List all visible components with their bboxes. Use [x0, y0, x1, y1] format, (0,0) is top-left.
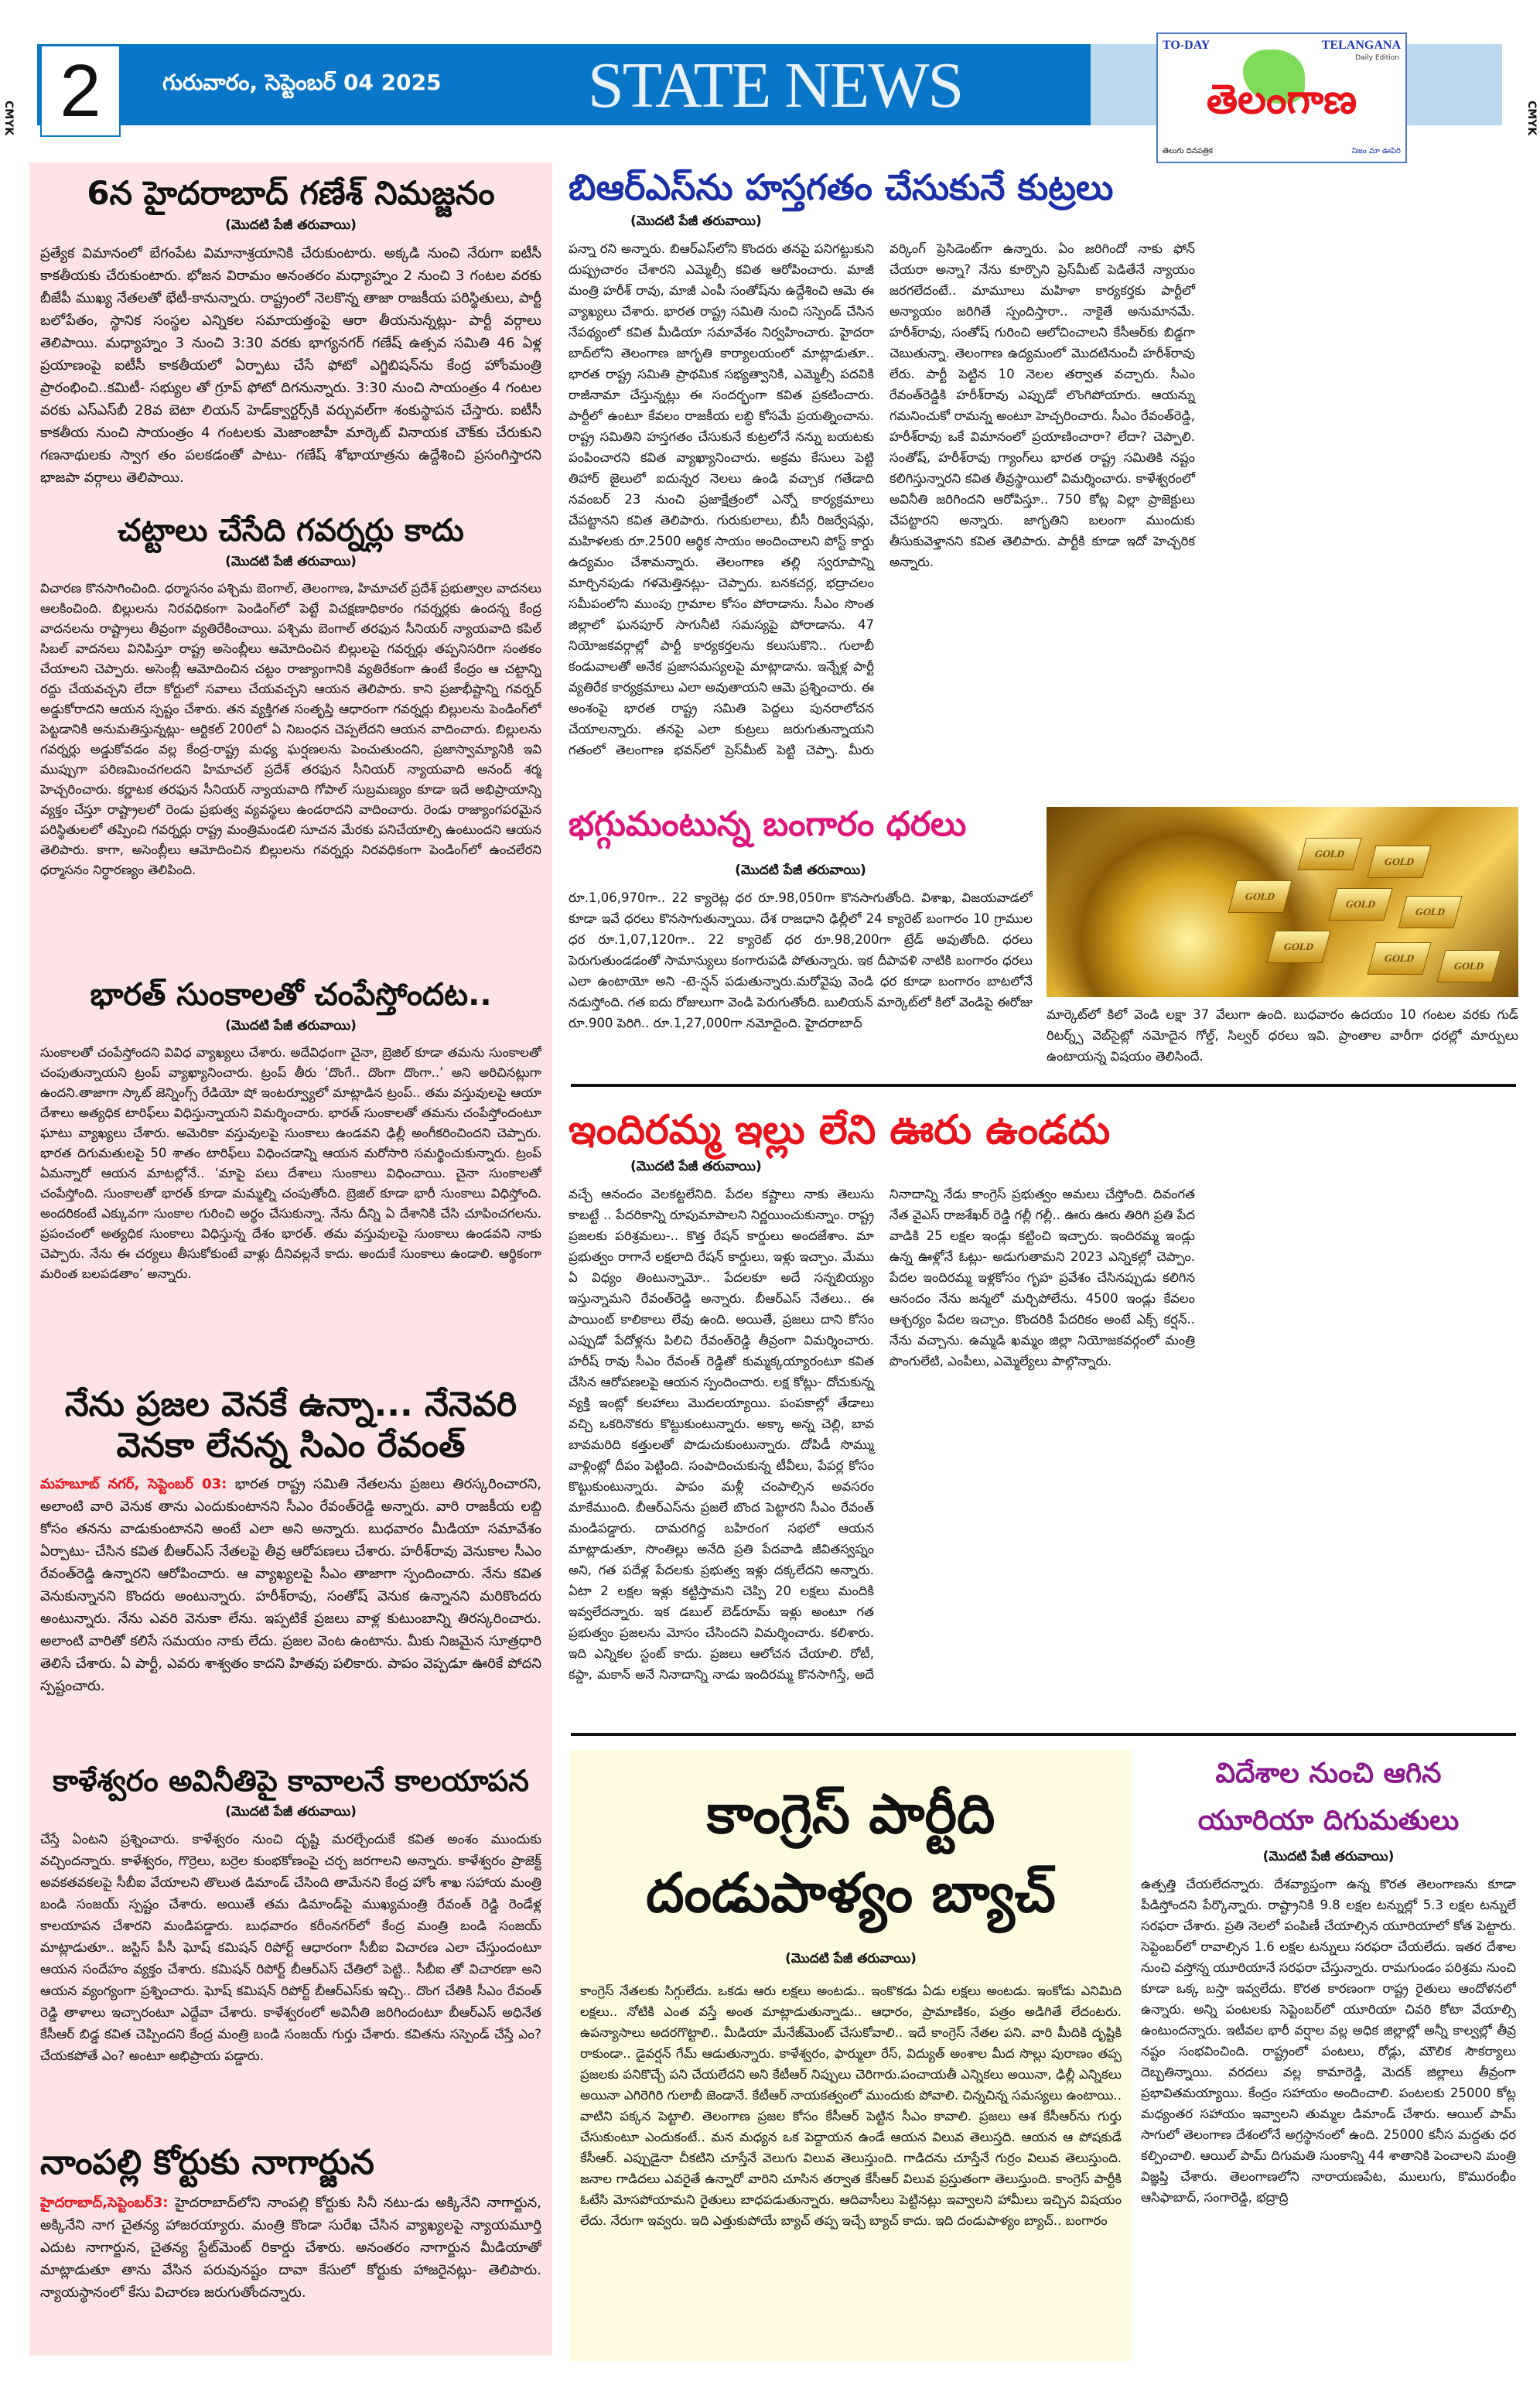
section-title: STATE NEWS	[588, 50, 963, 121]
article-body: హైదరాబాద్‌లోని నాంపల్లి కోర్టుకు సినీ నటు-డు అక్కినేని నాగార్జున, అక్కినేని నాగ చైతన్య హాజరయ్యారు. మంత్రి కొండా సురేఖ చేసిన వ్యాఖ్యలపై న్యాయమూర్తి ఎదుట నాగార్జున, చైతన్య స్టేట్‌మెంట్ రికార్డు చేశారు. అనంతరం నాగార్జున మీడియాతో మాట్లాడుతూ తాను వేసిన పరువునష్టం దావా కేసులో కోర్టుకు హాజరైనట్లు- తెలిపారు. న్యాయస్థానంలో కేసు విచారణ జరుగుతోందన్నారు.	[40, 2194, 541, 2301]
continued-label: (మొదటి పేజీ తరువాయి)	[785, 1951, 917, 1966]
logo-text: TELANGANA	[1321, 39, 1401, 52]
logo-text: TO-DAY	[1163, 39, 1210, 52]
gold-bar-label: GOLD	[1367, 846, 1431, 878]
gold-bar-label: GOLD	[1266, 931, 1330, 963]
article-body: భారత రాష్ట్ర సమితి నేతలను ప్రజలు తిరస్కరించారని, అలాంటి వారి వెనుక తాను ఎందుకుంటానని సీఎం రేవంత్‌రెడ్డి అన్నారు. వారి రాజకీయ లబ్ది కోసం తనను వాడుకుంటానని అంటే ఎలా అని అన్నారు. బుధవారం మీడియా సమావేశం ఏర్పాటు- చేసిన కవిత బీఆర్ఎస్ నేతలపై తీవ్ర ఆరోపణలు చేశారు. హరీశ్‌రావు వెనుకాల సీఎం రేవంత్‌రెడ్డి ఉన్నారని ఆరోపించారు. ఆ వ్యాఖ్యలపై సీఎం తాజాగా స్పందించారు. నేను కవిత వెనుకున్నానని కొందరు అంటున్నారు. హరీశ్‌రావు, సంతోష్ వెనుక ఉన్నానని మరికొందరు అంటున్నారు. నేను ఎవరి వెనుకా లేను. ఇప్పటికే ప్రజలు వాళ్ల కుటుంబాన్ని తిరస్కరించారు. అలాంటి వారితో కలిసే సమయం నాకు లేదు. ప్రజల వెంట ఉంటాను. మీకు నిజమైన సూత్రధారి తెలిసే చేశారు. ఏ పార్టీ, ఎవరు శాశ్వతం కాదని హితవు పలికారు. పాపం వెప్పడూ ఊరికే పోదని స్పష్టంచారు.	[40, 1475, 541, 1694]
logo-name: తెలంగాణ	[1206, 77, 1357, 123]
continued-label: (మొదటి పేజీ తరువాయి)	[225, 217, 357, 234]
headline-line: కాంగ్రెస్ పార్టీది	[706, 1782, 995, 1846]
article-gold-continued	[1047, 1004, 1518, 1074]
headline: భగ్గుమంటున్న బంగారం ధరలు	[569, 805, 967, 844]
article-body: వచ్చే ఆనందం వెలకట్టలేనిది. పేదల కష్టాలు నాకు తెలుసు కాబట్టే .. పేదరికాన్ని రూపుమాపాలని నిర్ణయించుకున్నాం. రాష్ట్ర ప్రజలకు పరిశ్రమలు-.. కొత్త రేషన్ కార్డులు అందజేశాం. మా ప్రభుత్వం రాగానే లక్షలాది రేషన్ కార్డులు, ఇళ్లు ఇచ్చాం. మేము ఏ విధ్యం తింటున్నామో.. పేదలకూ అదే సన్నబియ్యం ఇస్తున్నామని రేవంత్‌రెడ్డి అన్నారు. బీఆర్ఎస్ నేతలు.. ఈ పాయింట్ కాలికాలు లేవు ఉంది. అయితే, ప్రజలు దాని కోసం ఎప్పుడో పేదోళ్లను పిలిచి రేవంత్‌రెడ్డి తీవ్రంగా విమర్శించారు. హరీష్ రావు సీఎం రేవంత్ రెడ్డితో కుమ్మక్కయ్యారంటూ కవిత చేసిన ఆరోపణలపై ఆయన స్పందించారు. లక్ష కోట్లు- దోచుకున్న వ్యక్తి ఇంట్లో కలహాలు మొదలయ్యాయి. పంపకాల్లో తేడాలు వచ్చి ఒకరినొకరు కొట్టుకుంటున్నారు. అక్కా అన్న చెల్లి, బావ బావమరిది కత్తులతో పొడుచుకుంటున్నారు. దోపిడీ సొమ్ము వాళ్లింట్లో దీపం పెట్టింది. సంపాదించుకున్న టీవీలు, పేపర్ల కోసం కొట్టుకుంటున్నారు. పాపం మళ్లీ చంపాల్సిన అవసరం మాకేముంది. బీఆర్ఎస్‌ను ప్రజలే బొంద పెట్టారని సీఎం రేవంత్ మండిపడ్డారు. దామరగిద్ద బహిరంగ సభలో ఆయన మాట్లాడుతూ, సొంతిల్లు అనేది ప్రతి పేదవాడి జీవితస్వప్నం అని, గత పదేళ్ల పేదలకు ప్రభుత్వ ఇళ్లు దక్కలేదని అన్నారు. ఏటా 2 లక్షల ఇళ్లు కట్టిస్తామని చెప్పి 20 లక్షలు మందికి ఇవ్వలేదన్నారు. ఇక డబుల్ బెడ్‌రూమ్ ఇళ్లు అంటూ గత ప్రభుత్వం ప్రజలను మోసం చేసిందని విమర్శించారు. కలిశారు. ఇది ఎన్నికల స్టంట్ కాదు. ప్రజలు ఆలోచన చేయాలి. రోటీ, కప్డా, మకాన్ అనే నినాదాన్ని నాడు ఇందిరమ్మ కొనసాగిస్తే, అదే నినాదాన్ని నేడు కాంగ్రెస్ ప్రభుత్వం అమలు చేస్తోంది. దివంగత నేత వైఎస్ రాజశేఖర్ రెడ్డి గల్లీ గల్లీ.. ఊరు ఊరు తిరిగి ప్రతి పేద వాడికి 25 లక్షల ఇండ్లు కట్టించి ఇచ్చారు. ఇందిరమ్మ ఇండ్లు ఉన్న ఊళ్లోనే ఓట్లు- అడుగుతామని 2023 ఎన్నికల్లో చెప్పాం. పేదల ఇందిరమ్మ ఇళ్లకోసం గృహ ప్రవేశం చేసినప్పుడు కలిగిన ఆనందం నేను జన్మలో మర్చిపోలేను. 4500 ఇండ్లు కేవలం ఆశ్చర్యం పేదల ఇచ్చాం. కొందరికి పేదరికం అంటే ఎక్స్ కర్షన్.. నేను వచ్చాను. ఉమ్మడి ఖమ్మం జిల్లా నియోజకవర్గంలో మంత్రి పొంగులేటి, ఎంపీలు, ఎమ్మెల్యేలు పాల్గొన్నారు.	[569, 1187, 1195, 1683]
divider	[571, 1084, 1516, 1087]
headline-line: యూరియా దిగుమతులు	[1197, 1805, 1460, 1837]
continued-label: (మొదటి పేజీ తరువాయి)	[735, 862, 866, 878]
article-body: సుంకాలతో చంపేస్తోందని వివిధ వ్యాఖ్యలు చేశారు. అదేవిధంగా చైనా, బ్రెజిల్ కూడా తమను సుంకాలతో చంపుతున్నాయని ట్రంప్ వ్యాఖ్యానించారు. ట్రంప్ తీరు ‘దొంగే.. దొంగా దొంగా..’ అని అరిచినట్లుగా ఉందని.తాజాగా స్కాట్ జెన్నింగ్స్ రేడియో షో ఇంటర్వ్యూలో మాట్లాడిన ట్రంప్.. తమ వస్తువులపై ఆయా దేశాలు అత్యధిక టారిఫ్‌లు విధిస్తున్నాయని విమర్శించారు. భారత్ సుంకాలతో తమను చంపేస్తోందంటూ ఘాటు వ్యాఖ్యలు చేశారు. అమెరికా వస్తువులపై సుంకాలు ఉండవని ఢిల్లీ అంగీకరించిందని చెప్పారు. భారత దిగుమతులపై 50 శాతం టారిఫ్‌లు విధించడాన్ని ఆయన మరోసారి సమర్థించుకున్నారు. ట్రంప్ ఏమన్నారో ఆయన మాటల్లోనే.. ‘మాపై పలు దేశాలు సుంకాలు విధించాయి. చైనా సుంకాలతో చంపేస్తోంది. సుంకాలతో భారత్ కూడా మమ్మల్ని చంపుతోంది. బ్రెజిల్ కూడా భారీ సుంకాలు విధిస్తోంది. అందరికంటే ఎక్కువగా సుంకాల గురించి అర్థం చేసుకున్నా. నేను దీన్ని ఏ దేశానికి చేసి చూపించగలను. ప్రపంచంలో అత్యధిక సుంకాలు విధిస్తున్న దేశం భారత్. తమ వస్తువులపై సుంకాలు ఉండవని నాకు చెప్పారు. నేను ఈ చర్యలు తీసుకోకుంటే వాళ్లు దీనివల్లనే కాదు. అందుకే సుంకాలు ఉండాలి. ఆర్థికంగా మరింత బలపడతాం’ అన్నారు.	[40, 1045, 541, 1281]
headline	[1141, 1750, 1516, 1844]
gold-bar-label: GOLD	[1436, 950, 1501, 982]
registration-mark: CMYK	[2, 101, 15, 136]
article-governors	[40, 512, 541, 976]
headline: నాంపల్లి కోర్టుకు నాగార్జున	[40, 2143, 374, 2182]
continued-label: (మొదటి పేజీ తరువాయి)	[225, 554, 357, 569]
article-body: కాంగ్రెస్ నేతలకు సిగ్గులేదు. ఒకడు ఆరు లక్షలు అంటడు.. ఇంకొకడు ఏడు లక్షలు అంటడు. ఇంకోడు ఎనిమిది లక్షలు.. నోటికి ఎంత వస్తే అంత మాట్లాడుతున్నాడు.. ఆధారం, ప్రామాణికం, పత్రం అడిగితే లేదంటరు. ఉపన్యాసాలు అదరగొట్టాలి.. మీడియా మేనేజ్‌మెంట్ చేసుకోవాలి.. ఇదే కాంగ్రెస్ నేతల పని. వారి మీదికి దృష్టికి రాకుండా.. డైవర్షన్ గేమ్ ఆడుతున్నారు. కాళేశ్వరం, ఫార్ములా రేస్, విద్యుత్ అంశాల మీద సొల్లు పురాణం తప్ప ప్రజలకు పనికొచ్చే పని చేయలేదని అని కేటీఆర్ నిప్పులు చెరిగారు.పంచాయతీ ఎన్నికలు అయినా, ఢిల్లీ ఎన్నికలు అయినా ఎగిరెగిరి గులాబీ జెండానే. కేటీఆర్ నాయకత్వంలో ముందుకు పోవాలి. చిన్నచిన్న సమస్యలు ఉంటాయి.. వాటిని పక్కన పెట్టాలి. తెలంగాణ ప్రజల కోసం కేసీఆర్ పెట్టిన సీఎం కావాలి. ప్రజలు ఆశ కేసీఆర్‌ను గుర్తు చేసుకుంటూ ఎందుకంటే.. మన మధ్యన ఒక పెద్దాయన ఉండే ఆయన విలువ తెలుస్తది. ఆయన ఆ పోషకుడే కేసీఆర్. ఎప్పుడైనా చీకటిని చూస్తేనే వెలుగు విలువ తెలుస్తుంది. గాడిదను చూస్తేనే గుర్రం విలువ తెలుస్తుంది. జనాల గాడిదలు ఎవరైతే ఉన్నారో వారిని చూసిన తర్వాత కేసీఆర్ విలువ ప్రస్తుతంగా తెలుస్తుంది. కాంగ్రెస్ పార్టీకి ఓటేసి మోసపోయామని రైతులు బాధపడుతున్నారు. ఆదివాసీలు పెట్టినట్లు ఇవ్వాలని హామీలు ఇచ్చిన విషయం లేదు. నేరుగా ఇవ్వరు. ఇది ఎత్తుకుపోయే బ్యాచ్ తప్ప ఇచ్చే బ్యాచ్ కాదు. ఇది దండుపాళ్యం బ్యాచ్.. బంగారం	[580, 1984, 1122, 2228]
continued-label: (మొదటి పేజీ తరువాయి)	[225, 1018, 357, 1034]
continued-label: (మొదటి పేజీ తరువాయి)	[630, 1159, 762, 1175]
logo-text: నిజం మా ఊపిరి	[1351, 147, 1401, 155]
headline: బిఆర్‌ఎస్‌ను హస్తగతం చేసుకునే కుట్రలు	[569, 166, 1114, 208]
dateline: మహబూబ్ నగర్, సెప్టెంబర్ 03:	[40, 1475, 227, 1492]
logo-text: తెలుగు దినపత్రిక	[1163, 147, 1214, 155]
gold-bar-label: GOLD	[1228, 880, 1292, 913]
dateline: హైదరాబాద్,సెప్టెంబర్3:	[40, 2194, 169, 2211]
headline-line: విదేశాల నుంచి ఆగిన	[1215, 1758, 1442, 1789]
article-revanth	[40, 1385, 541, 1748]
article-ganesh	[40, 174, 541, 507]
article-body: మార్కెట్‌లో కిలో వెండి లక్షా 37 వేలుగా ఉంది. బుధవారం ఉదయం 10 గంటల వరకు గుడ్ రిటర్న్స్ వెబ్‌సైట్లో నమోదైన గోల్డ్, సిల్వర్ ధరలు ఇవి. ప్రాంతాల వారీగా ధరల్లో మార్పులు ఉంటాయన్న విషయం తెలిసిందే.	[1047, 1007, 1518, 1064]
article-body: రూ.1,06,970గా.. 22 క్యారెట్ల ధర రూ.98,050గా కొనసాగుతోంది. విశాఖ, విజయవాడలో కూడా ఇవే ధరలు కొనసాగుతున్నాయి. దేశ రాజధాని ఢిల్లీలో 24 క్యారెట్ బంగారం 10 గ్రాముల ధర రూ.1,07,120గా.. 22 క్యారెట్ ధర రూ.98,200గా ట్రేడ్ అవుతోంది. ధరలు పెరుగుతుండడంతో సామాన్యులు కంగారుపడి పోతున్నారు. ఇక దీపావళి నాటికి బంగారం ధరలు ఎలా ఉంటాయో అని -టె-న్షన్ పడుతున్నారు.మరోవైపు వెండి ధర కూడా బంగారం బాటలోనే నడుస్తోంది. గత ఐదు రోజులుగా వెండి పెరుగుతోంది. బులియన్ మార్కెట్‌లో కిలో వెండిపై ఈరోజు రూ.900 పెరిగి.. రూ.1,27,000గా నమోదైంది. హైదరాబాద్	[569, 890, 1033, 1030]
article-congress	[580, 1760, 1122, 2356]
issue-date: గురువారం, సెప్టెంబర్ 04 2025	[162, 70, 442, 95]
headline: భారత్ సుంకాలతో చంపేస్తోందట..	[90, 977, 492, 1013]
registration-mark: CMYK	[1525, 101, 1538, 136]
headline: కాళేశ్వరం అవినీతిపై కావాలనే కాలయాపన	[53, 1764, 529, 1798]
headline: 6న హైదరాబాద్ గణేశ్ నిమజ్జనం	[87, 174, 495, 212]
headline	[580, 1775, 1122, 1932]
article-body: విచారణ కొనసాగించింది. ధర్మాసనం పశ్చిమ బెంగాల్, తెలంగాణ, హిమాచల్ ప్రదేశ్ ప్రభుత్వాల వాదనలు ఆలకించింది. బిల్లులను నిరవధికంగా పెండింగ్‌లో పెట్టే విచక్షణాధికారం గవర్నర్లకు ఉందన్న కేంద్ర వాదనలను రాష్ట్రాలు తీవ్రంగా వ్యతిరేకించాయి. పశ్చిమ బెంగాల్ తరఫున సీనియర్ న్యాయవాది కపిల్ సిబల్ వాదనలు వినిపిస్తూ రాష్ట్ర అసెంబ్లీలు ఆమోదించిన బిల్లులపై గవర్నర్లు తప్పనిసరిగా సంతకం చేయాలని చెప్పారు. అసెంబ్లీ ఆమోదించిన చట్టం రాజ్యాంగానికి వ్యతిరేకంగా ఉంటే కేంద్రం ఆ చట్టాన్ని రద్దు చేయవచ్చని లేదా కోర్టులో సవాలు చేయవచ్చని ఆయన తెలిపారు. కాని ప్రజాభీష్టాన్ని గవర్నర్ అడ్డుకోరాదని ఆయన స్పష్టం చేశారు. తన వ్యక్తిగత సంతృప్తి ఆధారంగా గవర్నర్లు బిల్లులను పెండింగ్‌లో పెట్టడానికి అనుమతిస్తున్నట్లు- ఆర్టికల్ 200లో ఏ నిబంధన చెప్పలేదని ఆయన వాదించారు. బిల్లులను గవర్నర్లు అడ్డుకోవడం వల్ల కేంద్ర-రాష్ట్ర మధ్య ఘర్షణలను పెంచుతుందని, ప్రజాస్వామ్యానికి ఇవి ముప్పుగా పరిణమించగలదని హిమాచల్ ప్రదేశ్ తరఫున సీనియర్ న్యాయవాది ఆనంద్ శర్మ హెచ్చరించారు. కర్ణాటక తరఫున సీనియర్ న్యాయవాది గోపాల్ సుబ్రమణ్యం కూడా ఇదే అభిప్రాయాన్ని వ్యక్తం చేస్తూ రాష్ట్రాలలో రెండు ప్రభుత్వ వ్యవస్థలు ఉండరాదని వాదించారు. రెండు రాజ్యాంగపరమైన పరిస్థితులలో తప్పించి గవర్నర్లు రాష్ట్ర మంత్రిమండలి సూచన మేరకు పనిచేయాల్సి ఉంటుందని ఆయన తెలిపారు. కాగా, అసెంబ్లీలు ఆమోదించిన బిల్లులను గవర్నర్లు నిరవధికంగా పెండింగ్‌లో ఉంచలేరని ధర్మాసనం నిర్ధారణ్యం తెలిపింది.	[40, 581, 541, 877]
article-urea	[1141, 1750, 1516, 2361]
page-number: 2	[40, 45, 121, 137]
logo-text: Daily Edition	[1355, 54, 1399, 62]
article-body: ప్రత్యేక విమానంలో బేగంపేట విమానాశ్రయానికి చేరుకుంటారు. అక్కడి నుంచి నేరుగా ఐటీసీ కాకతీయకు చేరుకుంటారు. భోజన విరామం అనంతరం మధ్యాహ్నం 2 నుంచి 3 గంటల వరకు బీజేపీ ముఖ్య నేతలతో భేటీ-కానున్నారు. రాష్ట్రంలో నెలకొన్న తాజా రాజకీయ పరిస్థితులు, పార్టీ బలోపేతం, స్థానిక సంస్థల ఎన్నికల సమాయత్తంపై ఆరా తీయనున్నట్లు- పార్టీ వర్గాలు తెలిపాయి. మధ్యాహ్నం 3 నుంచి 3:30 వరకు భాగ్యనగర్ గణేష్ ఉత్సవ సమితి 46 ఏళ్ల ప్రయాణంపై ఐటీసీ కాకతీయలో ఏర్పాటు చేసే ఫోటో ఎగ్జిబిషన్‌ను కేంద్ర హోంమంత్రి ప్రారంభించి..కమిటీ- సభ్యుల తో గ్రూప్ ఫోటో దిగనున్నారు. 3:30 నుంచి సాయంత్రం 4 గంటల వరకు ఎస్ఎస్‌బీ 28వ బెటా లియన్ హెడ్‌క్వార్టర్స్‌కి వర్చువల్‌గా శంకుస్థాపన చేస్తారు. ఐటీసీ కాకతీయ నుంచి సాయంత్రం 4 గంటలకు మెజాంజాహీ మార్కెట్ వినాయక చౌక్‌కు చేరుకుని గణనాథులకు స్వాగ తం పలకడంతో పాటు- గణేష్ శోభాయాత్రను ఉద్దేశించి ప్రసంగిస్తారని భాజపా వర్గాలు తెలిపాయి.	[40, 245, 541, 487]
headline-line: దండుపాళ్యం బ్యాచ్	[646, 1861, 1056, 1925]
article-nagarjuna	[40, 2143, 541, 2352]
article-body: చేస్తే ఏంటని ప్రశ్నించారు. కాళేశ్వరం నుంచి దృష్టి మరల్చేందుకే కవిత అంశం ముందుకు వచ్చిందన్నారు. కాళేశ్వరం, గొర్రెలు, బర్రెల కుంభకోణంపై చర్చ జరగాలని అన్నారు. కాళేశ్వరం ప్రాజెక్ట్ అవకతవకలపై సీబీఐ వేయాలని తొలుత డిమాండ్ చేసింది తామేనని కేంద్ర హోం శాఖ సహాయ మంత్రి బండి సంజయ్ స్పష్టం చేశారు. అయితే తమ డిమాండ్‌పై ముఖ్యమంత్రి రేవంత్ రెడ్డి రెండేళ్ల కాలయాపన చేశారని మండిపడ్డారు. బుధవారం కరీంనగర్‌లో కేంద్ర మంత్రి బండి సంజయ్ మాట్లాడుతూ.. జస్టిస్ పీసీ ఘోష్ కమిషన్ రిపోర్ట్ ఆధారంగా సీబీఐ విచారణ ఎలా చేస్తుందంటూ ఆయన సందేహం వ్యక్తం చేశారు. కమిషన్ రిపోర్ట్ బీఆర్ఎస్ చేతిలో పెట్టి.. సీబీఐ తో విచారణా అని ఆయన వ్యంగ్యంగా ప్రశ్నించారు. ఘోష్ కమిషన్ రిపోర్ట్ బీఆర్ఎస్‌కు ఇచ్చి.. దొంగ చేతికి సీఎం రేవంత్ రెడ్డి తాళాలు ఇచ్చారంటూ ఎద్దేవా చేశారు. కాళేశ్వరంలో అవినీతి జరిగిందంటూ బీఆర్ఎస్ అధినేత కేసీఆర్ బిడ్డ కవిత చెప్పిందని కేంద్ర మంత్రి బండి సంజయ్ గుర్తు చేశారు. కవితను సస్పెండ్ చేస్తే ఎం? చేయకపోతే ఎం? అంటూ అభిప్రాయ పడ్డారు.	[40, 1831, 541, 2064]
newspaper-logo	[1156, 32, 1407, 163]
gold-bar-label: GOLD	[1367, 942, 1431, 975]
article-body: ఉత్పత్తి చేయలేదన్నారు. దేశవ్యాప్తంగా ఉన్న కొరత తెలంగాణను కూడా పీడిస్తోందని పేర్కొన్నారు. రాష్ట్రానికి 9.8 లక్షల టన్నుల్లో 5.3 లక్షల టన్నులే సరఫరా చేశారు. ప్రతి నెలలో పంపిణీ చేయాల్సిన యూరియాలో కోత పెట్టారు. సెప్టెంబర్‌లో రావాల్సిన 1.6 లక్షల టన్నులు సరఫరా చేయలేదు. ఇతర దేశాల నుంచి వస్తోన్న యూరియానే సరఫరా చేస్తున్నారు. రామగుండం పరిశ్రమ నుంచి కూడా ఒక్క బస్తా ఇవ్వలేదు. కొరత కారణంగా రాష్ట్ర రైతులు ఆందోళనలో ఉన్నారు. అన్ని పంటలకు సెప్టెంబర్‌లో యూరియా చివరి కోటా వేయాల్సి ఉంటుందన్నారు. ఇటీవల భారీ వర్షాల వల్ల అధిక జిల్లాల్లో అన్నీ కాల్వల్లో తీవ్ర నష్టం సంభవించింది. రాష్ట్రంలో పంటలు, రోడ్లు, మౌలిక సౌకర్యాలు దెబ్బతిన్నాయి. వరదలు వల్ల కామారెడ్డి, మెదక్‌ జిల్లాలు తీవ్రంగా ప్రభావితమయ్యాయి. కేంద్రం సహాయం అందించాలి. పంటలకు 25000 కోట్ల మధ్యంతర సహాయం ఇవ్వాలని తుమ్మల డిమాండ్ చేశారు. ఆయిల్ పామ్ సాగులో తెలంగాణ దేశంలోనే అగ్రస్థానంలో ఉంది. 25000 కనీస మద్దతు ధర కల్పించాలి. ఆయిల్ పామ్ దిగుమతి సుంకాన్ని 44 శాతానికి పెంచాలని మంత్రి విజ్ఞప్తి చేశారు. తెలంగాణలోని నారాయణపేట, ములుగు, కొమురంభీం ఆసిఫాబాద్, సంగారెడ్డి, భద్రాద్రి	[1141, 1877, 1516, 2206]
gold-bars-photo	[1047, 807, 1518, 997]
article-indiramma	[569, 1099, 1516, 1721]
divider	[571, 1733, 1516, 1736]
article-body: పన్నా రని అన్నారు. బిఆర్ఎస్‌లోని కొందరు తనపై పనిగట్టుకుని దుష్ప్రచారం చేశారని ఎమ్మెల్సీ కవిత ఆరోపించారు. మాజీ మంత్రి హరీశ్ రావు, మాజీ ఎంపీ సంతోష్‌ను ఉద్దేశించి ఆమె ఈ వ్యాఖ్యలు చేశారు. భారత రాష్ట్ర సమితి నుంచి సస్పెండ్ చేసిన నేపథ్యంలో కవిత మీడియా సమావేశం నిర్వహించారు. హైదరా బాద్‌లోని తెలంగాణ జాగృతి కార్యాలయంలో మాట్లాడుతూ.. భారత రాష్ట్ర సమితి ప్రాథమిక సభ్యత్వానికి, ఎమ్మెల్సీ పదవికి రాజీనామా చేస్తున్నట్లు ఈ సందర్భంగా కవిత ప్రకటించారు. పార్టీలో ఉంటూ కేవలం రాజకీయ లబ్ధి కోసమే ప్రయత్నించాను. రాష్ట్ర సమితిని హస్తగతం చేసుకునే కుట్రలోనే నన్ను బయటకు పంపించారని కవిత వ్యాఖ్యానించారు. అక్రమ కేసులు పెట్టి తిహార్ జైలులో ఐదున్నర నెలలు ఉండి వచ్చాక గతేడాది నవంబర్ 23 నుంచి ప్రజాక్షేత్రంలో ఎన్నో కార్యక్రమాలు చేపట్టానని కవిత తెలిపారు. గురుకులాలు, బీసీ రిజర్వేషన్లు, మహిళలకు రూ.2500 ఆర్థిక సాయం అందించాలని పోస్ట్ కార్డు ఉద్యమం చేశామన్నారు. తెలంగాణ తల్లి స్వరూపాన్ని మార్చినపుడు గళమెత్తినట్లు- చెప్పారు. బనకచర్ల, భద్రాచలం సమీపంలోని ముంపు గ్రామాల కోసం పోరాడాను. సీఎం సొంత జిల్లాలో ఘనపూర్ సాగునీటి సమస్యపై పోరాడాను. 47 నియోజకవర్గాల్లో పార్టీ కార్యకర్తలను కలుసుకొని.. గులాబీ కండువాలతో అనేక ప్రజాసమస్యలపై మాట్లాడాను. ఇన్నేళ్ల పార్టీ వ్యతిరేక కార్యక్రమాలు ఎలా అవుతాయని ఆమె ప్రశ్నించారు. ఈ అంశంపై భారత రాష్ట్ర సమితి పెద్దలు పునరాలోచన చేయాలన్నారు. తనపై ఎలా కుట్రలు జరుగుతున్నాయని గతంలో తెలంగాణ భవన్‌లో ప్రెస్‌మీట్ పెట్టి చెప్పా. మీరు వర్కింగ్ ప్రెసిడెంట్‌గా ఉన్నారు. ఏం జరిగిందో నాకు ఫోన్ చేయరా అన్నా? నేను కూర్చొని ప్రెస్‌మీట్ పెడితేనే న్యాయం జరగలేదంటే.. మామూలు మహిళా కార్యకర్తకు పార్టీలో అన్యాయం జరిగితే స్పందిస్తారా.. నాకైతే అనుమానమే. హరీశ్‌రావు, సంతోష్ గురించి ఆలోచించాలని కేసీఆర్‌కు బిడ్డగా చెబుతున్నా. తెలంగాణ ఉద్యమంలో మొదటినుంచీ హరీశ్‌రావు లేరు. పార్టీ పెట్టిన 10 నెలల తర్వాత వచ్చారు. సీఎం రేవంత్‌రెడ్డికి హరీశ్‌రావు ఎప్పుడో లొంగిపోయారు. ఆయన్ను గమనించుకో రామన్న అంటూ హెచ్చరించారు. సీఎం రేవంత్‌రెడ్డి, హరీశ్‌రావు ఒకే విమానంలో ప్రయాణించారా? లేదా? చెప్పాలి. సంతోష్, హరీశ్‌రావు గ్యాంగ్‌లు భారత రాష్ట్ర సమితికి నష్టం కలిగిస్తున్నారని కవిత తీవ్రస్థాయిలో విమర్శించారు. కాళేశ్వరంలో అవినీతి జరిగిందని ఆరోపిస్తూ.. 750 కోట్ల విల్లా ప్రాజెక్టులు చేపట్టారని అన్నారు. జాగృతిని బలంగా ముందుకు తీసుకువెళ్తానని కవిత తెలిపారు. పార్టీకి కూడా ఇదో హెచ్చరిక అన్నారు.	[569, 241, 1195, 758]
continued-label: (మొదటి పేజీ తరువాయి)	[1262, 1849, 1395, 1865]
headline: ఇందిరమ్మ ఇల్లు లేని ఊరు ఉండదు	[569, 1107, 1111, 1153]
article-gold	[569, 805, 1033, 1071]
article-kaleshwaram	[40, 1764, 541, 2127]
article-tariffs	[40, 976, 541, 1379]
headline: నేను ప్రజల వెనకే ఉన్నా... నేనెవరి వెనకా లేనన్న సిఎం రేవంత్	[64, 1385, 517, 1465]
gold-bar-label: GOLD	[1297, 838, 1361, 870]
gold-bar-label: GOLD	[1398, 896, 1462, 928]
gold-bar-label: GOLD	[1328, 888, 1392, 921]
article-brs	[569, 166, 1516, 789]
continued-label: (మొదటి పేజీ తరువాయి)	[225, 1803, 357, 1820]
headline: చట్టాలు చేసేది గవర్నర్లు కాదు	[118, 513, 464, 548]
continued-label: (మొదటి పేజీ తరువాయి)	[630, 214, 762, 230]
